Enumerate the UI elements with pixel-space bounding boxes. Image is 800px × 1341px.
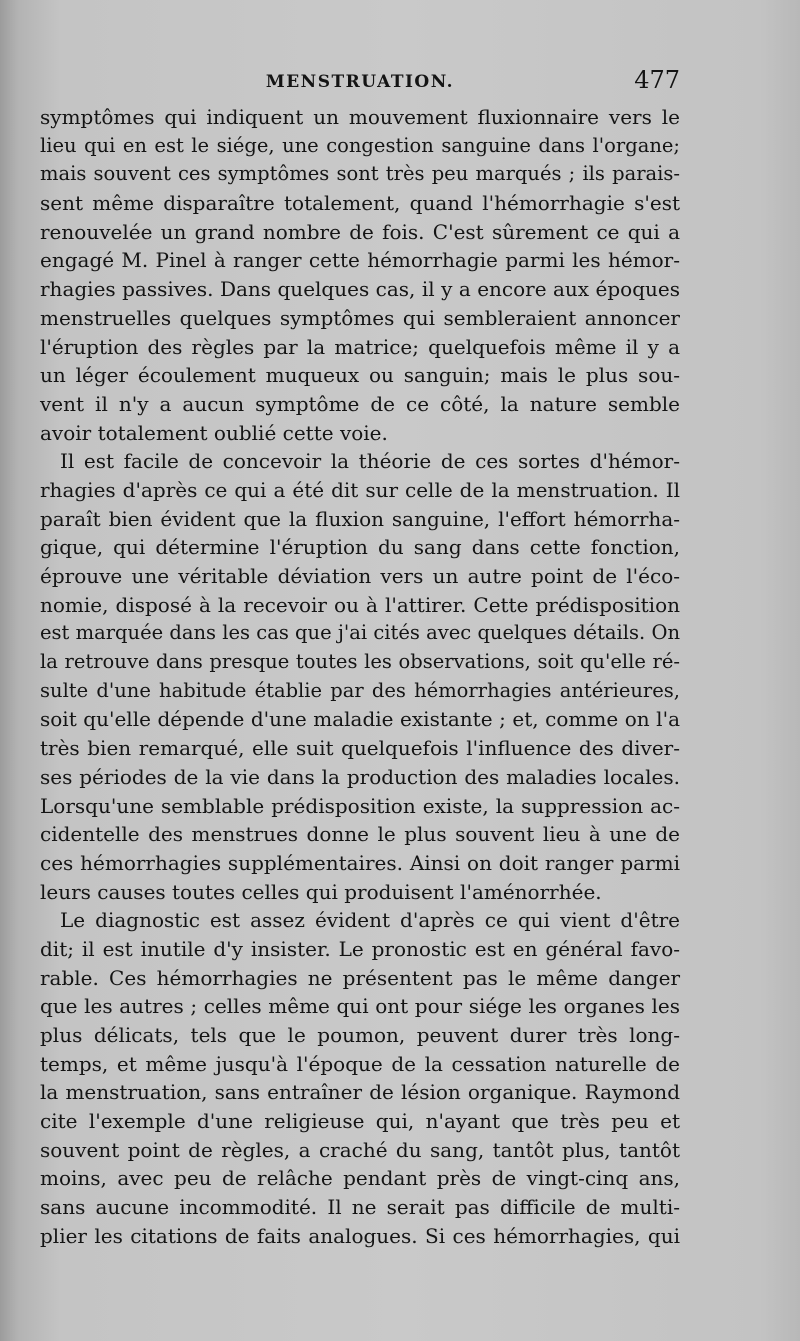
text-line: un léger écoulement muqueux ou sanguin; mais le plus sou- bbox=[40, 363, 680, 388]
text-line: rhagies passives. Dans quelques cas, il y a encore aux époques bbox=[40, 277, 680, 302]
text-line: rable. Ces hémorrhagies ne présentent pas le même danger bbox=[40, 965, 680, 990]
text-line: symptômes qui indiquent un mouvement fluxionnaire vers le bbox=[40, 105, 680, 129]
text-line: que les autres ; celles même qui ont pour siége les organes les bbox=[40, 994, 680, 1019]
text-line: menstruelles quelques symptômes qui sembleraient annoncer bbox=[40, 305, 680, 330]
page-header bbox=[40, 62, 680, 102]
text-line: vent il n'y a aucun symptôme de ce côté, la nature semble bbox=[40, 391, 680, 416]
text-line: très bien remarqué, elle suit quelquefois l'influence des diver- bbox=[40, 736, 680, 761]
text-line: la menstruation, sans entraîner de lésion organique. Raymond bbox=[40, 1080, 680, 1105]
text-line: renouvelée un grand nombre de fois. C'est sûrement ce qui a bbox=[40, 219, 680, 244]
text-line: engagé M. Pinel à ranger cette hémorrhagie parmi les hémor- bbox=[40, 248, 680, 273]
text-line: souvent point de règles, a craché du sang, tantôt plus, tantôt bbox=[40, 1137, 680, 1162]
page-number: 477 bbox=[634, 66, 680, 94]
text-line: plier les citations de faits analogues. Si ces hémorrhagies, qui bbox=[40, 1223, 680, 1248]
text-line: la retrouve dans presque toutes les observations, soit qu'elle ré- bbox=[40, 650, 680, 674]
text-line: mais souvent ces symptômes sont très peu marqués ; ils parais- bbox=[40, 162, 680, 186]
text-line: l'éruption des règles par la matrice; quelquefois même il y a bbox=[40, 334, 680, 359]
text-line: sent même disparaître totalement, quand l'hémorrhagie s'est bbox=[40, 191, 680, 216]
text-line: ces hémorrhagies supplémentaires. Ainsi on doit ranger parmi bbox=[40, 850, 680, 875]
text-line: plus délicats, tels que le poumon, peuvent durer très long- bbox=[40, 1023, 680, 1047]
text-line: temps, et même jusqu'à l'époque de la cessation naturelle de bbox=[40, 1051, 680, 1076]
paragraph-start-line: Il est facile de concevoir la théorie de ces sortes d'hémor- bbox=[60, 449, 680, 474]
text-line: dit; il est inutile d'y insister. Le pronostic est en général favo- bbox=[40, 936, 680, 961]
running-title: MENSTRUATION. bbox=[265, 72, 455, 92]
text-line: cidentelle des menstrues donne le plus souvent lieu à une de bbox=[40, 822, 680, 847]
paragraph-start-line: Le diagnostic est assez évident d'après ce qui vient d'être bbox=[60, 908, 680, 933]
text-line: soit qu'elle dépende d'une maladie existante ; et, comme on l'a bbox=[40, 707, 680, 732]
text-line: sulte d'une habitude établie par des hémorrhagies antérieures, bbox=[40, 678, 680, 702]
text-line: cite l'exemple d'une religieuse qui, n'ayant que très peu et bbox=[40, 1109, 680, 1134]
text-line: ses périodes de la vie dans la production des maladies locales. bbox=[40, 764, 680, 789]
text-line: gique, qui détermine l'éruption du sang dans cette fonction, bbox=[40, 535, 680, 560]
paragraph-end-line: avoir totalement oublié cette voie. bbox=[40, 420, 388, 445]
text-line: éprouve une véritable déviation vers un autre point de l'éco- bbox=[40, 564, 680, 588]
text-line: rhagies d'après ce qui a été dit sur celle de la menstruation. Il bbox=[40, 477, 680, 502]
text-line: est marquée dans les cas que j'ai cités avec quelques détails. On bbox=[40, 621, 680, 645]
text-line: lieu qui en est le siége, une congestion sanguine dans l'organe; bbox=[40, 133, 680, 157]
text-line: paraît bien évident que la fluxion sanguine, l'effort hémorrha- bbox=[40, 506, 680, 531]
text-line: sans aucune incommodité. Il ne serait pas difficile de multi- bbox=[40, 1195, 680, 1220]
text-line: nomie, disposé à la recevoir ou à l'attirer. Cette prédisposition bbox=[40, 592, 680, 617]
text-line: moins, avec peu de relâche pendant près de vingt-cinq ans, bbox=[40, 1166, 680, 1191]
paragraph-end-line: leurs causes toutes celles qui produisent l'aménorrhée. bbox=[40, 879, 602, 904]
text-line: Lorsqu'une semblable prédisposition existe, la suppression ac- bbox=[40, 793, 680, 818]
body-text bbox=[40, 103, 680, 1251]
